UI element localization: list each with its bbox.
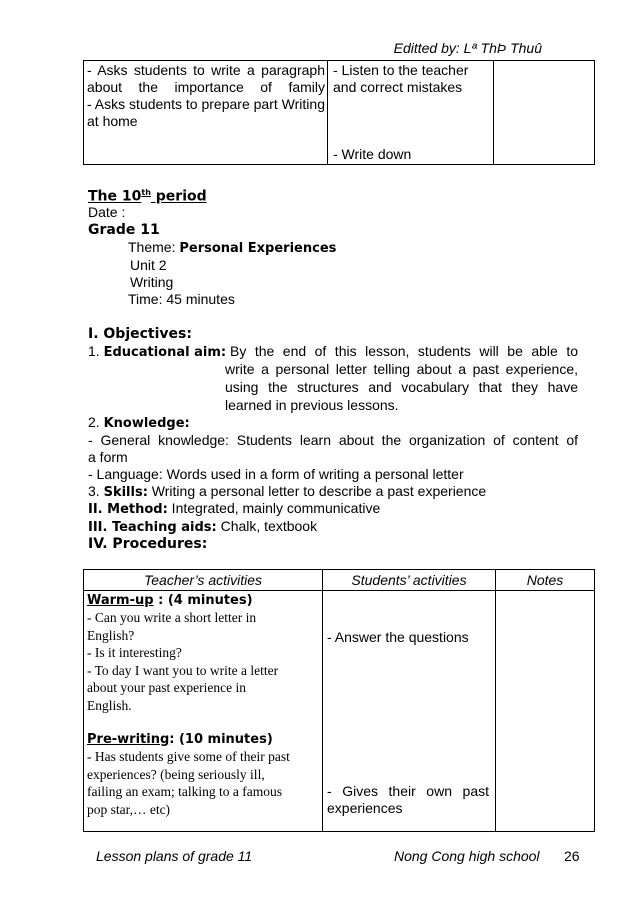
- page-number: 26: [564, 848, 580, 864]
- date-label: Date :: [88, 204, 126, 220]
- teacher-procedures-cell: [84, 591, 323, 832]
- knowledge-line: 2. Knowledge:: [88, 414, 190, 431]
- prewriting-line: - Has students give some of their past: [87, 749, 290, 764]
- student-activity-2: - Write down: [333, 146, 412, 162]
- unit-line: Unit 2: [130, 257, 167, 273]
- objectives-heading: I. Objectives:: [88, 326, 192, 342]
- warmup-line: about your past experience in: [87, 680, 246, 695]
- notes-cell: [494, 61, 595, 165]
- prewriting-line: failing an exam; talking to a famous: [87, 784, 282, 799]
- teacher-activity-1: - Asks students to write a paragraph about the importance of family: [87, 62, 325, 95]
- general-knowledge-line-1: - General knowledge: Students learn about the organization of content of: [88, 432, 578, 448]
- warmup-line: English?: [87, 627, 135, 643]
- students-cell: [328, 61, 494, 165]
- student-activity-1: - Listen to the teacher and correct mistakes: [333, 62, 469, 95]
- students-procedures-cell: [323, 591, 496, 832]
- procedures-heading: IV. Procedures:: [88, 536, 208, 552]
- language-line: - Language: Words used in a form of writing a personal letter: [88, 466, 464, 482]
- prewriting-heading: Pre-writing: (10 minutes): [87, 732, 273, 747]
- student-answer: - Answer the questions: [327, 629, 469, 645]
- previous-lesson-table: [83, 60, 595, 165]
- skill-line: Writing: [130, 274, 174, 290]
- header-teacher: Teacher’s activities: [84, 570, 323, 591]
- warmup-line: - To day I want you to write a letter: [87, 662, 279, 678]
- warmup-line: - Can you write a short letter in: [87, 610, 257, 625]
- prewriting-line: experiences? (being seriously ill,: [87, 766, 265, 782]
- header-notes: Notes: [496, 570, 595, 591]
- time-line: Time: 45 minutes: [128, 291, 235, 307]
- teacher-activity-2: - Asks students to prepare part Writing at home: [87, 96, 325, 129]
- general-knowledge-line-2: a form: [88, 449, 128, 465]
- notes-procedures-cell: [496, 591, 595, 832]
- grade-label: Grade 11: [88, 222, 160, 238]
- edu-aim-line: 1. Educational aim: By the end of this lesson, students will be able to: [88, 343, 578, 360]
- warmup-line: English.: [87, 697, 132, 713]
- warmup-heading: Warm-up : (4 minutes): [87, 593, 253, 608]
- prewriting-line: pop star,… etc): [87, 801, 171, 817]
- teacher-cell: [84, 61, 328, 165]
- procedures-table: [83, 569, 595, 832]
- edu-aim-line-3: using the structures and vocabulary that they have: [225, 379, 578, 395]
- footer-right: Nong Cong high school: [394, 848, 540, 864]
- period-heading: The 10th period: [88, 188, 207, 205]
- header-students: Students’ activities: [323, 570, 496, 591]
- edu-aim-line-4: learned in previous lessons.: [225, 397, 399, 413]
- student-gives: - Gives their own past experiences: [327, 783, 489, 816]
- page-header: Editted by: Lª ThÞ Thuû: [393, 40, 542, 56]
- warmup-line: - Is it interesting?: [87, 645, 182, 660]
- edu-aim-line-2: write a personal letter telling about a past experience,: [225, 361, 578, 377]
- aids-line: III. Teaching aids: Chalk, textbook: [88, 518, 318, 535]
- method-line: II. Method: Integrated, mainly communicative: [88, 500, 381, 517]
- footer-left: Lesson plans of grade 11: [96, 848, 253, 864]
- skills-line: 3. Skills: Writing a personal letter to describe a past experience: [88, 483, 487, 500]
- theme-line: Theme: Personal Experiences: [128, 239, 337, 256]
